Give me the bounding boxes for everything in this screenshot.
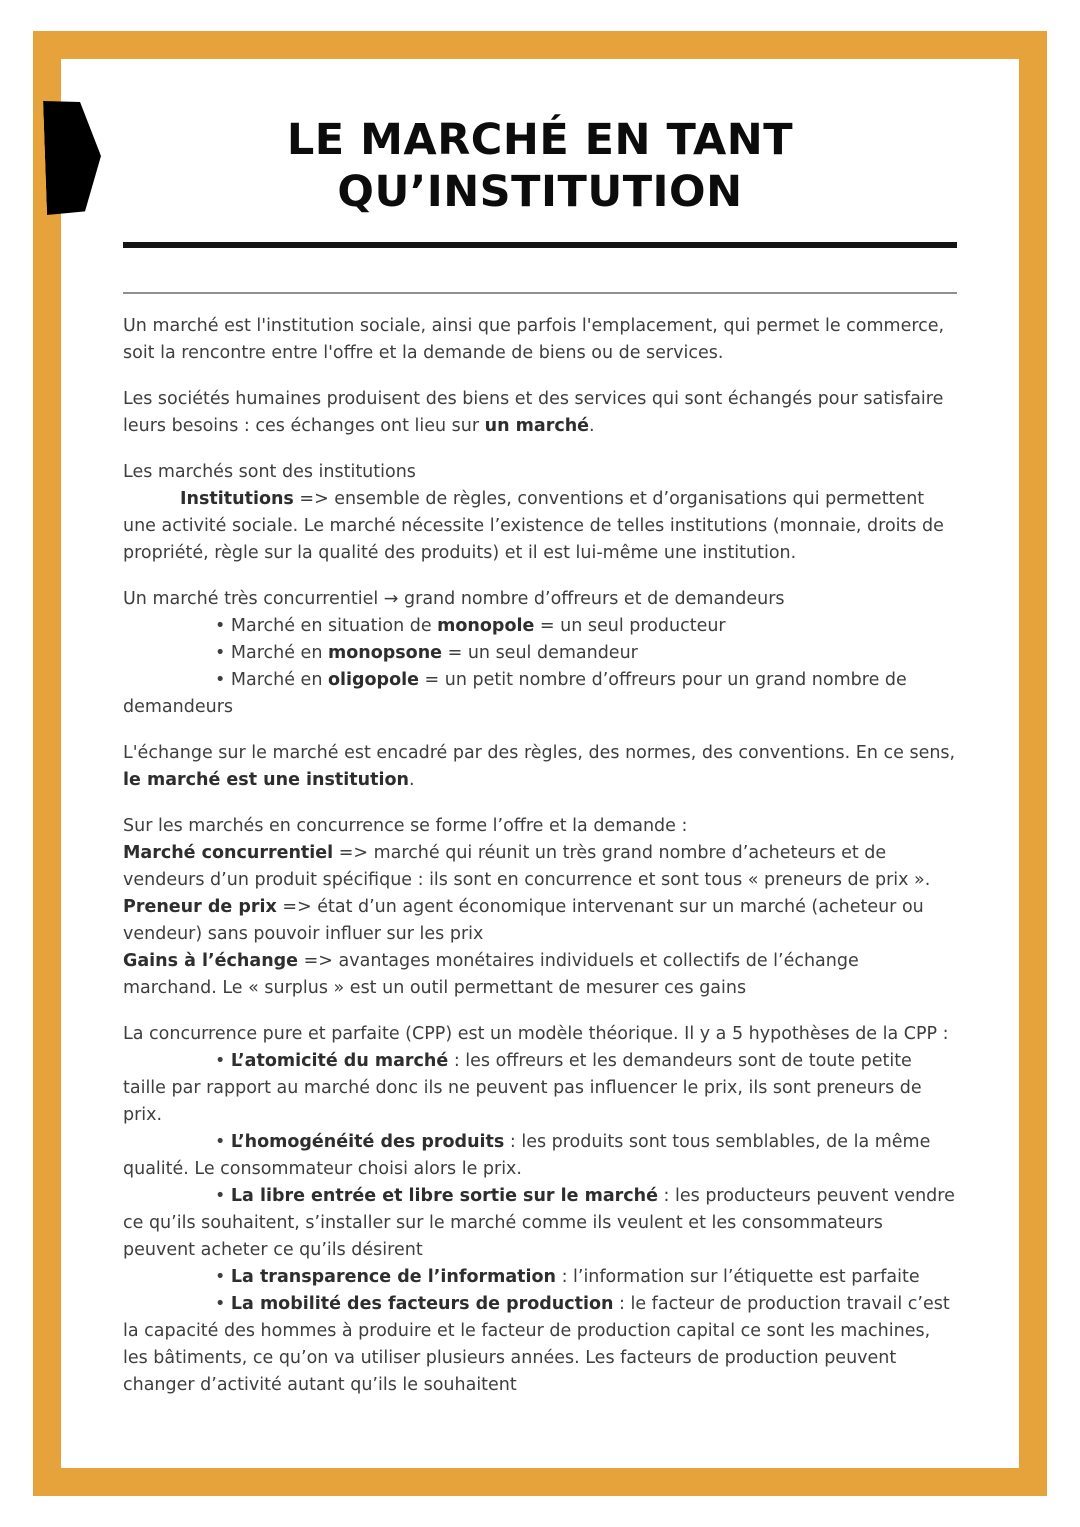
text-run: La concurrence pure et parfaite (CPP) est un modèle théorique. Il y a 5 hypothèses de la CPP : xyxy=(123,1024,949,1045)
definition-marche-concurrentiel xyxy=(123,840,957,894)
text-run: : les producteurs peuvent vendre ce qu’ils souhaitent, s’installer sur le marché comme ils veulent et les consommateurs peuvent acheter ce qu’ils désirent xyxy=(123,1186,955,1261)
paragraph xyxy=(123,740,957,794)
definition-preneur-de-prix xyxy=(123,894,957,948)
bullet-item-monopsone xyxy=(123,640,957,667)
bold-text: La transparence de l’information xyxy=(230,1267,556,1288)
page-title-line2: QU’INSTITUTION xyxy=(337,166,743,217)
paragraph xyxy=(123,813,957,840)
paragraph xyxy=(123,1021,957,1048)
bullet-item-monopole xyxy=(123,613,957,640)
text-run: => ensemble de règles, conventions et d’organisations qui permettent une activité sociale. Le marché nécessite l’existence de telles institutions (monnaie, droits de propriété, règle sur la qualité des produits) et il est lui-même une institution. xyxy=(123,489,944,564)
bookmark-icon xyxy=(43,99,103,215)
bold-text: monopole xyxy=(437,616,535,637)
text-run: • Marché en xyxy=(215,643,328,664)
bullet-item-mobilite xyxy=(123,1291,957,1399)
text-run: = un seul demandeur xyxy=(442,643,638,664)
bold-text: L’atomicité du marché xyxy=(230,1051,449,1072)
bold-text: Preneur de prix xyxy=(123,897,277,918)
paragraph xyxy=(123,459,957,486)
definition-institutions xyxy=(123,486,957,567)
title-underline xyxy=(123,242,957,248)
text-run: Les marchés sont des institutions xyxy=(123,462,416,483)
text-run: : les offreurs et les demandeurs sont de toute petite taille par rapport au marché donc ils ne peuvent pas influencer le prix, ils sont preneurs de prix. xyxy=(123,1051,922,1126)
text-run: • xyxy=(215,1051,231,1072)
page-border xyxy=(33,31,1047,1496)
bullet-item-homogeneite xyxy=(123,1129,957,1183)
bold-text: monopsone xyxy=(327,643,443,664)
bold-text: La mobilité des facteurs de production xyxy=(230,1294,614,1315)
page-title xyxy=(123,115,957,218)
text-run: L'échange sur le marché est encadré par des règles, des normes, des conventions. En ce sens, xyxy=(123,743,956,764)
bold-text: Institutions xyxy=(180,489,294,510)
bold-text: Marché concurrentiel xyxy=(123,843,334,864)
text-run: • Marché en situation de xyxy=(215,616,438,637)
paragraph xyxy=(123,386,957,440)
text-run: Un marché est l'institution sociale, ainsi que parfois l'emplacement, qui permet le commerce, soit la rencontre entre l'offre et la demande de biens ou de services. xyxy=(123,316,945,364)
text-run: : le facteur de production travail c’est la capacité des hommes à produire et le facteur de production capital ce sont les machines, les bâtiments, ce qu’on va utiliser plusieurs années. Les facteurs de production peuvent changer d’activité autant qu’ils le souhaitent xyxy=(123,1294,950,1396)
text-run: => marché qui réunit un très grand nombre d’acheteurs et de vendeurs d’un produit spécifique : ils sont en concurrence et sont tous « preneurs de prix ». xyxy=(123,843,931,891)
bullet-item-libre-entree xyxy=(123,1183,957,1264)
text-run: : l’information sur l’étiquette est parfaite xyxy=(556,1267,920,1288)
page-title-line1: LE MARCHÉ EN TANT xyxy=(286,115,794,165)
text-run: • xyxy=(215,1132,231,1153)
paragraph xyxy=(123,586,957,613)
text-run: = un petit nombre d’offreurs pour un grand nombre de demandeurs xyxy=(123,670,907,718)
text-run: => état d’un agent économique intervenant sur un marché (acheteur ou vendeur) sans pouvoir influer sur les prix xyxy=(123,897,924,945)
text-run: • Marché en xyxy=(215,670,328,691)
text-run: • xyxy=(215,1267,231,1288)
intro-paragraph xyxy=(123,313,957,367)
document-body xyxy=(123,313,957,1399)
bold-text: un marché xyxy=(484,416,590,437)
bullet-item-oligopole xyxy=(123,667,957,721)
text-run: Sur les marchés en concurrence se forme l’offre et la demande : xyxy=(123,816,688,837)
text-run: Un marché très concurrentiel → grand nombre d’offreurs et de demandeurs xyxy=(123,589,785,610)
text-run: . xyxy=(408,770,415,791)
bullet-item-transparence xyxy=(123,1264,957,1291)
text-run: • xyxy=(215,1294,231,1315)
document-page xyxy=(61,59,1019,1468)
text-run: = un seul producteur xyxy=(534,616,726,637)
bold-text: La libre entrée et libre sortie sur le marché xyxy=(230,1186,658,1207)
text-run: => avantages monétaires individuels et collectifs de l’échange marchand. Le « surplus » est un outil permettant de mesurer ces gains xyxy=(123,951,859,999)
content-divider xyxy=(123,292,957,294)
bold-text: oligopole xyxy=(327,670,419,691)
text-run: . xyxy=(589,416,595,437)
bold-text: Gains à l’échange xyxy=(123,951,299,972)
text-run: • xyxy=(215,1186,231,1207)
definition-gains-echange xyxy=(123,948,957,1002)
text-run: Les sociétés humaines produisent des biens et des services qui sont échangés pour satisfaire leurs besoins : ces échanges ont lieu sur xyxy=(123,389,944,437)
text-run: : les produits sont tous semblables, de la même qualité. Le consommateur choisi alors le prix. xyxy=(123,1132,931,1180)
bullet-item-atomicite xyxy=(123,1048,957,1129)
bold-text: L’homogénéité des produits xyxy=(230,1132,505,1153)
bold-text: le marché est une institution xyxy=(123,770,409,791)
